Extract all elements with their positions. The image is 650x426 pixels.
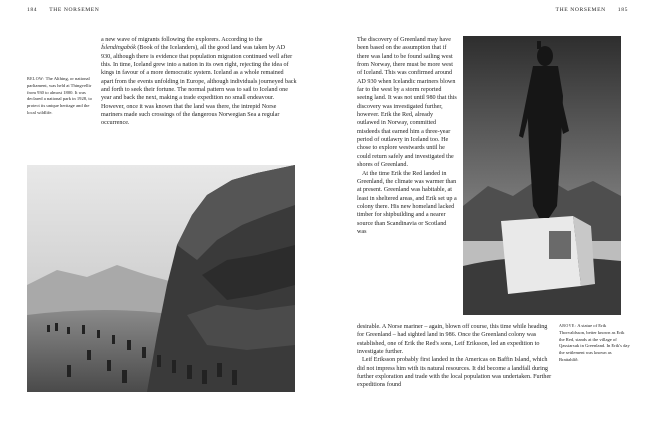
right-caption-text: A statue of Erik Thorvaldsson, better known as Erik the Red, stands at the village of Qassiarsuk in Greenland. In Erik's day the settlement was known as Brattahlíð. xyxy=(559,323,630,362)
left-body-text xyxy=(101,36,297,128)
right-running-head xyxy=(556,7,628,13)
right-paragraph-1: The discovery of Greenland may have been based on the assumption that if there was land to be found sailing west from Norway, there must be more west of Iceland. This was confirmed around AD 930 when Icelandic mariners blown far to the west by a storm reported seeing land. It was not until 980 that this discovery was investigated further, however. Erik the Red, already outlawed in Norway, committed misdeeds that earned him a three-year period of outlawry in Iceland too. He chose to explore westwards until he could return safely and investigated the shores of Greenland. xyxy=(357,37,457,169)
left-paragraph-1 xyxy=(101,36,297,128)
left-running-head xyxy=(27,7,99,13)
right-column-text xyxy=(357,36,457,236)
left-page-number: 184 xyxy=(27,7,38,13)
left-p1-book-title: Íslendingabók xyxy=(101,45,136,52)
right-caption-label: ABOVE: xyxy=(559,323,577,328)
thingvellir-photo-image xyxy=(27,165,295,392)
right-caption xyxy=(559,323,631,364)
left-running-title: THE NORSEMEN xyxy=(49,7,100,13)
right-page-number: 185 xyxy=(617,7,628,13)
right-wide-text xyxy=(357,323,553,390)
left-caption xyxy=(27,76,97,117)
erik-statue-photo-image xyxy=(463,36,621,315)
right-paragraph-2-cont: desirable. A Norse mariner – again, blown off course, this time while heading for Greenland – had sighted land in 986. Once the Greenland colony was established, one of Erik the Red's sons, Leif Eriksson, led an expedition to investigate further. xyxy=(357,324,548,356)
thingvellir-photo xyxy=(27,165,295,392)
right-running-title: THE NORSEMEN xyxy=(555,7,606,13)
right-paragraph-2: At the time Erik the Red landed in Greenland, the climate was warmer than at present. Greenland was habitable, at least in sheltered areas, and Erik set up a colony there. His new homeland lacked timber for shipbuilding and a nearer source than Scandinavia or Scotland was xyxy=(357,170,457,235)
left-caption-text: The Althing, or national parliament, was held at Thingvellir from 930 to almost 1800. It was declared a national park in 1928, to protect its unique heritage and the local wildlife. xyxy=(27,76,92,115)
left-p1-start: a new wave of migrants following the explorers. According to the xyxy=(101,37,263,43)
left-caption-label: BELOW: xyxy=(27,76,45,81)
left-p1-end: (Book of the Icelanders), all the good land was taken by AD 930, although there is evidence that population migration continued well after this. In time, Iceland grew into a nation in its own right, rejecting the idea of kings in favour of a more democratic system. Iceland as a whole remained apart from the events unfolding in Europe, although individuals journeyed back and forth to seek their fortune. The normal pattern was to sail to Iceland one year and back the next, making a trade expedition no small endeavour. However, once it was known that the land was there, the intrepid Norse mariners made such crossings of the dangerous Norwegian Sea a regular occurrence. xyxy=(101,45,297,127)
right-paragraph-3: Leif Eriksson probably first landed in the Americas on Baffin Island, which did not impress him with its natural resources. It did become a landfall during further exploration and trade with the local population was undertaken. Further expeditions found xyxy=(357,357,552,389)
erik-statue-photo xyxy=(463,36,621,315)
